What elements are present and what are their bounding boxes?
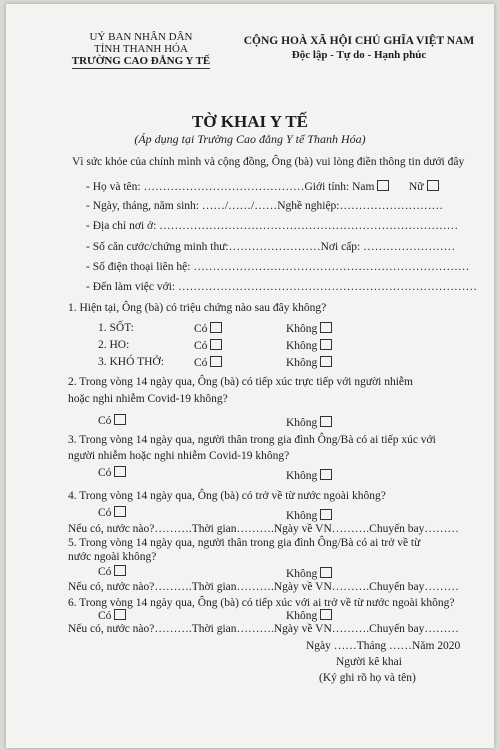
issuer-line-2: TỈNH THANH HÓA	[94, 43, 188, 55]
q5-no[interactable]	[286, 567, 332, 580]
q5-travel-details[interactable]: Nếu có, nước nào?……….Thời gian……….Ngày về VN……….Chuyến bay………	[68, 581, 459, 593]
female-option[interactable]	[409, 180, 439, 193]
no-checkbox[interactable]	[320, 509, 332, 520]
question-1: 1. Hiện tại, Ông (bà) có triệu chứng nào sau đây không?	[68, 302, 327, 314]
yes-label: Có	[98, 415, 112, 427]
yes-checkbox[interactable]	[210, 356, 222, 367]
yes-label: Có	[98, 507, 112, 519]
yes-checkbox[interactable]	[210, 322, 222, 333]
question-5-line-1: 5. Trong vòng 14 ngày qua, người thân trong gia đình Ông/Bà có ai trở về từ	[68, 537, 421, 549]
no-label: Không	[286, 340, 318, 352]
symptom-fever-no[interactable]	[286, 322, 332, 335]
symptom-breath-label: 3. KHÓ THỞ:	[98, 356, 164, 368]
symptom-breath-no[interactable]	[286, 356, 332, 369]
q2-yes[interactable]	[98, 414, 126, 427]
gender-female-checkbox[interactable]	[427, 180, 439, 191]
id-field[interactable]: - Số căn cước/chứng minh thư:……………………Nơi cấp: ……………………	[86, 241, 456, 253]
yes-label: Có	[98, 610, 112, 622]
question-2-line-1: 2. Trong vòng 14 ngày qua, Ông (bà) có tiếp xúc trực tiếp với người nhiễm	[68, 376, 413, 388]
question-5-line-2: nước ngoài không?	[68, 551, 157, 563]
no-label: Không	[286, 610, 318, 622]
symptom-cough-yes[interactable]	[194, 339, 222, 352]
yes-checkbox[interactable]	[114, 466, 126, 477]
form-page	[6, 4, 494, 748]
q6-travel-details[interactable]: Nếu có, nước nào?……….Thời gian……….Ngày về VN……….Chuyến bay………	[68, 623, 459, 635]
no-label: Không	[286, 357, 318, 369]
gender-male-checkbox[interactable]	[377, 180, 389, 191]
q2-no[interactable]	[286, 416, 332, 429]
gender-female-label: Nữ	[409, 181, 424, 193]
no-checkbox[interactable]	[320, 339, 332, 350]
question-6: 6. Trong vòng 14 ngày qua, Ông (bà) có tiếp xúc với ai trở về từ nước ngoài không?	[68, 597, 455, 609]
symptom-fever-label: 1. SỐT:	[98, 322, 134, 334]
yes-checkbox[interactable]	[114, 565, 126, 576]
no-checkbox[interactable]	[320, 609, 332, 620]
yes-label: Có	[98, 566, 112, 578]
q6-no[interactable]	[286, 609, 332, 622]
question-3-line-1: 3. Trong vòng 14 ngày qua, người thân trong gia đình Ông/Bà có ai tiếp xúc với	[68, 434, 436, 446]
declarant-label: Người kê khai	[336, 656, 402, 668]
no-checkbox[interactable]	[320, 469, 332, 480]
yes-label: Có	[194, 340, 208, 352]
yes-label: Có	[98, 467, 112, 479]
dob-field[interactable]: - Ngày, tháng, năm sinh: ……/……/……Nghề nghiệp:………………………	[86, 200, 443, 212]
national-title: CỘNG HOÀ XÃ HỘI CHỦ GHĨA VIỆT NAM	[243, 35, 475, 47]
q4-yes[interactable]	[98, 506, 126, 519]
q6-yes[interactable]	[98, 609, 126, 622]
signature-note: (Ký ghi rõ họ và tên)	[319, 672, 416, 684]
question-3-line-2: người nhiễm hoặc nghi nhiễm Covid-19 không?	[68, 450, 290, 462]
yes-checkbox[interactable]	[210, 339, 222, 350]
no-checkbox[interactable]	[320, 356, 332, 367]
q3-yes[interactable]	[98, 466, 126, 479]
yes-checkbox[interactable]	[114, 609, 126, 620]
issuer-line-3: TRƯỜNG CAO ĐẲNG Y TẾ	[71, 55, 211, 67]
form-subtitle: (Áp dụng tại Trường Cao đẳng Y tế Thanh Hóa)	[134, 132, 366, 146]
no-label: Không	[286, 510, 318, 522]
yes-label: Có	[194, 323, 208, 335]
intro-text: Vì sức khỏe của chính mình và cộng đồng, Ông (bà) vui lòng điền thông tin dưới đây	[72, 156, 465, 168]
question-4: 4. Trong vòng 14 ngày qua, Ông (bà) có trở về từ nước ngoài không?	[68, 490, 386, 502]
national-header	[224, 34, 494, 62]
q3-no[interactable]	[286, 469, 332, 482]
no-label: Không	[286, 323, 318, 335]
yes-label: Có	[194, 357, 208, 369]
symptom-breath-yes[interactable]	[194, 356, 222, 369]
name-field-row[interactable]	[86, 180, 389, 193]
no-label: Không	[286, 568, 318, 580]
q5-yes[interactable]	[98, 565, 126, 578]
yes-checkbox[interactable]	[114, 506, 126, 517]
symptom-fever-yes[interactable]	[194, 322, 222, 335]
address-field[interactable]: - Địa chỉ nơi ở: ……………………………………………………………………	[86, 220, 459, 232]
national-motto: Độc lập - Tự do - Hạnh phúc	[291, 49, 427, 61]
q4-no[interactable]	[286, 509, 332, 522]
phone-field[interactable]: - Số điện thoại liên hệ: ………………………………………………………………	[86, 261, 470, 273]
no-label: Không	[286, 470, 318, 482]
no-checkbox[interactable]	[320, 322, 332, 333]
q4-travel-details[interactable]: Nếu có, nước nào?……….Thời gian……….Ngày về VN……….Chuyến bay………	[68, 523, 459, 535]
issuer-header	[61, 31, 221, 69]
issuer-line-1: UỶ BAN NHÂN DÂN	[89, 31, 193, 43]
no-label: Không	[286, 417, 318, 429]
symptom-cough-label: 2. HO:	[98, 339, 130, 351]
yes-checkbox[interactable]	[114, 414, 126, 425]
question-2-line-2: hoặc nghi nhiễm Covid-19 không?	[68, 393, 228, 405]
no-checkbox[interactable]	[320, 567, 332, 578]
form-title: TỜ KHAI Y TẾ	[191, 112, 309, 131]
symptom-cough-no[interactable]	[286, 339, 332, 352]
name-field-label: - Họ và tên: ……………………………………Giới tính: Nam	[86, 181, 375, 193]
arrive-field[interactable]: - Đến làm việc với: ……………………………………………………………………	[86, 281, 477, 293]
declaration-date[interactable]: Ngày ……Tháng ……Năm 2020	[306, 640, 461, 652]
no-checkbox[interactable]	[320, 416, 332, 427]
